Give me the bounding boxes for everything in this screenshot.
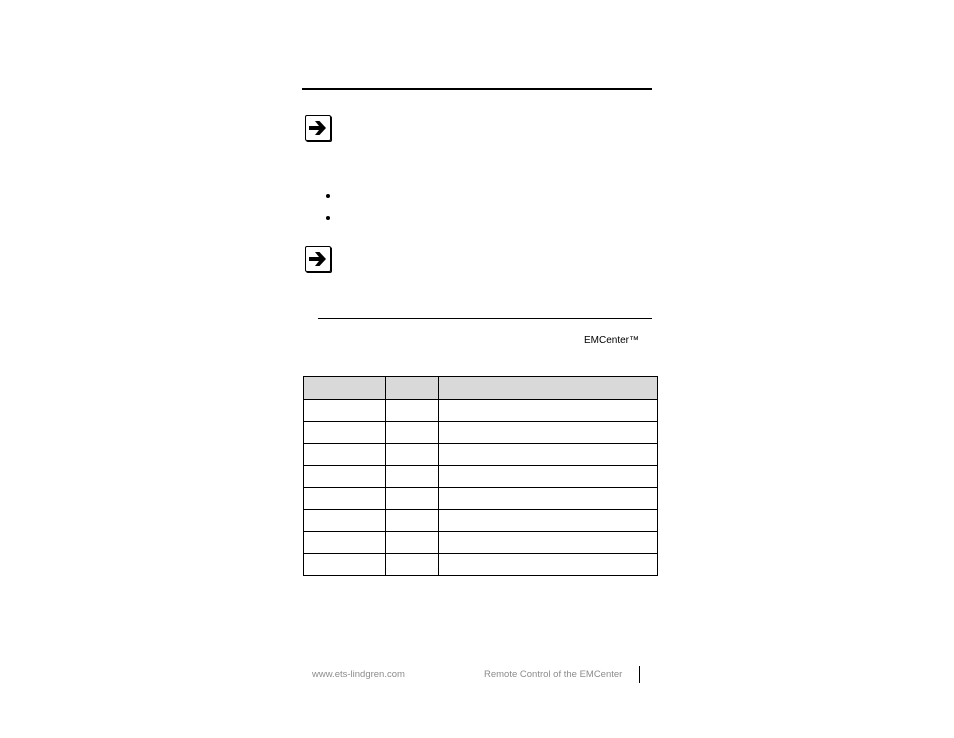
header-rule: [302, 88, 652, 90]
table-cell: [439, 488, 658, 510]
table-cell: [439, 510, 658, 532]
table-cell: [386, 466, 439, 488]
table-cell: [439, 466, 658, 488]
table-header-cell: [386, 377, 439, 400]
table-cell: [304, 444, 386, 466]
table-row: [304, 532, 658, 554]
table-cell: [439, 400, 658, 422]
table-row: [304, 488, 658, 510]
note-arrow-icon: [305, 115, 331, 141]
footer-section-title: Remote Control of the EMCenter: [484, 669, 623, 680]
bullet-point: [326, 194, 330, 198]
table-row: [304, 422, 658, 444]
table-row: [304, 510, 658, 532]
table-cell: [439, 444, 658, 466]
table-cell: [386, 532, 439, 554]
table-cell: [439, 532, 658, 554]
bullet-point: [326, 216, 330, 220]
table-cell: [439, 422, 658, 444]
table-cell: [386, 510, 439, 532]
table-header-row: [304, 377, 658, 400]
table-cell: [386, 554, 439, 576]
arrow-right-icon: [307, 118, 329, 138]
product-mark: EMCenter™: [584, 335, 640, 346]
table-cell: [386, 400, 439, 422]
arrow-right-icon: [307, 249, 329, 269]
table-cell: [304, 488, 386, 510]
table-cell: [304, 510, 386, 532]
table-row: [304, 444, 658, 466]
table-cell: [386, 444, 439, 466]
data-table: [303, 376, 658, 576]
section-rule: [318, 318, 652, 319]
table-cell: [304, 466, 386, 488]
table-row: [304, 466, 658, 488]
table-row: [304, 554, 658, 576]
table-cell: [439, 554, 658, 576]
table-cell: [304, 532, 386, 554]
table-cell: [386, 422, 439, 444]
table-cell: [304, 400, 386, 422]
table-cell: [386, 488, 439, 510]
table-row: [304, 400, 658, 422]
table-header-cell: [439, 377, 658, 400]
footer-website: www.ets-lindgren.com: [312, 669, 405, 680]
table-header-cell: [304, 377, 386, 400]
table-cell: [304, 554, 386, 576]
footer-page-bar: [639, 666, 640, 683]
table-cell: [304, 422, 386, 444]
note-arrow-icon: [305, 246, 331, 272]
